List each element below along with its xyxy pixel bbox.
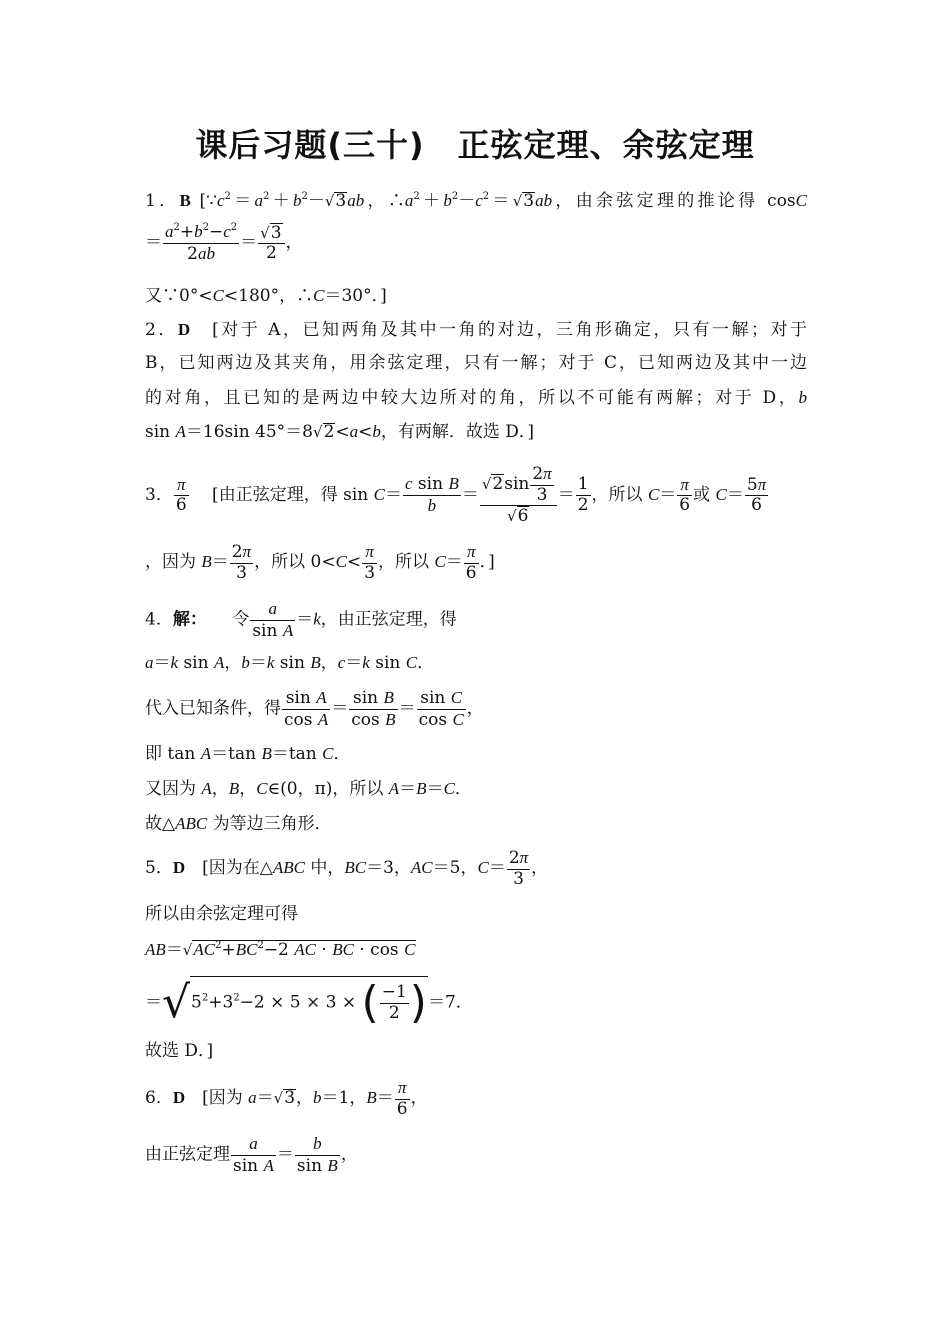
q5-line5: 故选 D．] [145, 1041, 214, 1061]
q1-number: 1． [145, 191, 180, 211]
q2-answer: D [177, 320, 191, 339]
q4-number: 4． [145, 609, 173, 630]
q2-line1: 2．D [对于 A，已知两角及其中一角的对边，三角形确定，只有一解；对于 [145, 320, 807, 340]
q5-line4: $=√5^2+3^2-2 \times 5 \times 3$ × ( $\frac{-1}{2}$ )＝7． [145, 977, 473, 1028]
q4-line4: 即 tan A＝tan B＝tan C． [145, 744, 351, 764]
q2-number: 2． [145, 320, 178, 340]
q6-line1: 6．D [因为 a＝√3，b＝1，B＝ $\frac{\pi}{6}$ ， [145, 1078, 428, 1119]
q2-line3: 的对角，且已知的是两边中较大边所对的角，所以不可能有两解；对于 D，b [145, 388, 807, 408]
q5-line2: 所以由余弦定理可得 [145, 904, 298, 924]
q3-number: 3． [145, 484, 173, 505]
q5-number: 5． [145, 858, 173, 879]
q3-line2: ，因为 B＝ $\frac{2\pi}{3}$ ，所以 0<C< $\frac{\pi}{3}$ ，所以 C＝ $\frac{\pi}{6}$ ．] [145, 542, 495, 583]
q6-answer: D [172, 1088, 186, 1108]
q4-line1: 4．解： 令 $\frac{a}{\text{sin A}}$ ＝k，由正弦定理，得 [145, 599, 457, 641]
q2-line2: B，已知两边及其夹角，用余弦定理，只有一解；对于 C，已知两边及其中一边 [145, 353, 807, 373]
q1-line3: 又∵0°<C<180°，∴C＝30°．] [145, 286, 387, 306]
q1-line1: 1．B [$\because c^2=a^2+b^2-√3ab$，$\therefore a^2+b^2-c^2=√3ab$，由余弦定理的推论得 cosC [145, 191, 808, 211]
q1-answer: B [179, 191, 191, 210]
q6-line2: 由正弦定理 $\frac{a}{\text{sin A}}$ ＝ $\frac{b}{\text{sin B}}$ ， [145, 1134, 358, 1176]
page-title: 课后习题(三十) 正弦定理、余弦定理 [195, 126, 755, 164]
q6-number: 6． [145, 1088, 173, 1109]
q3-line1: 3． $\frac{\pi}{6}$ [由正弦定理，得 sin C＝ $\frac{\text{c sin B}}{b}$ ＝ √2sin $\frac{2\pi}{3}$ √6 ＝ $\frac{1}{2}$ ，所以 C＝ $\frac{\pi}{6}$ 或 C＝ $\frac{5\pi}{6}$ [145, 464, 767, 527]
q4-line2: a＝k sin A，b＝k sin B，c＝k sin C． [145, 653, 435, 673]
q5-answer: D [172, 858, 186, 878]
q5-line3: $AB=√AC^2+BC^2-2$ AC · BC · cos C [145, 940, 416, 960]
q5-line1: 5．D [因为在△ABC 中，BC＝3，AC＝5，C＝ $\frac{2\pi}{3}$ ， [145, 848, 549, 889]
q1-line2: ＝ $\frac{a^2+b^2-c^2}{2ab}$ ＝ $\frac{√3}{2}$ ， [145, 222, 303, 264]
q4-line5: 又因为 A，B，C∈(0，π)，所以 A＝B＝C． [145, 779, 472, 799]
q2-line4: sin A＝16sin 45°＝8√2<a<b，有两解．故选 D．] [145, 422, 535, 442]
q4-line6: 故△ABC 为等边三角形． [145, 814, 332, 834]
q4-line3: 代入已知条件，得 $\frac{\text{sin A}}{\text{cos A}}$ ＝ $\frac{\text{sin B}}{\text{cos B}}$ ＝ $\frac{\text{sin C}}{\text{cos C}}$ ， [145, 688, 484, 730]
q4-label: 解： [172, 609, 199, 630]
